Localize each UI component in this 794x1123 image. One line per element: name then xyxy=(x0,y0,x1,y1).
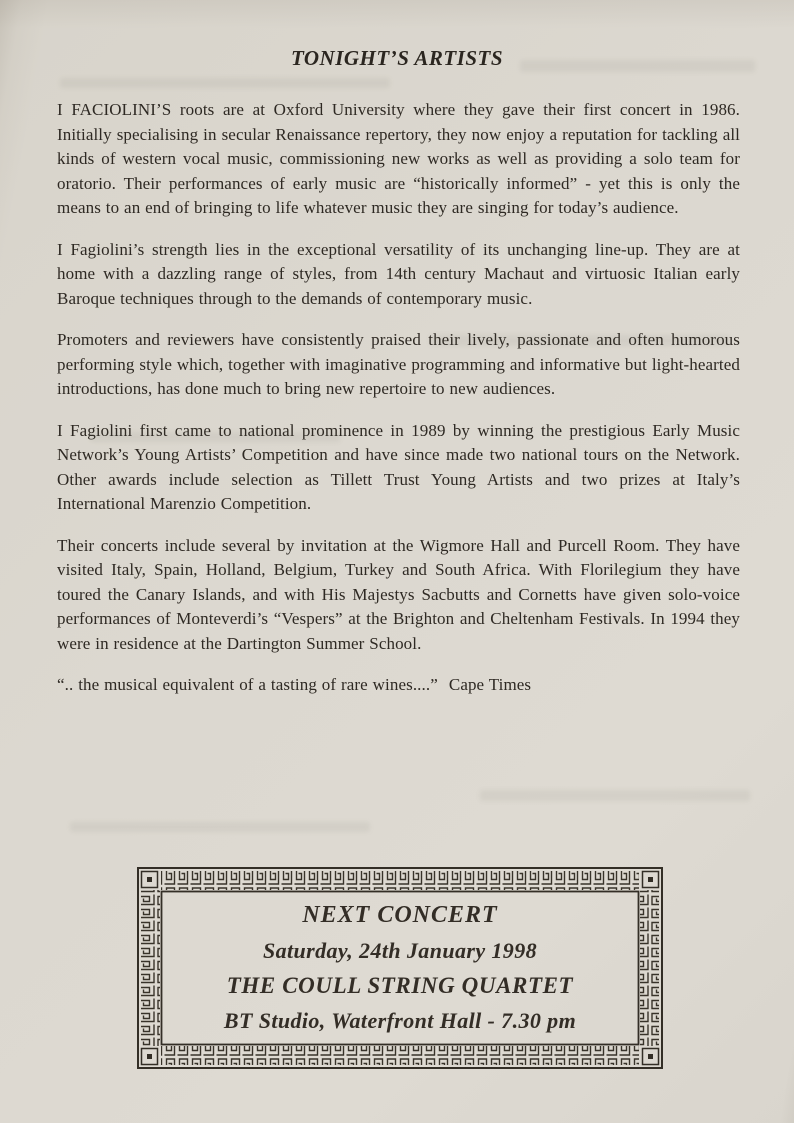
next-concert-details xyxy=(165,893,635,1043)
page-title: TONIGHT’S ARTISTS xyxy=(290,46,504,70)
article-paragraph-3: Promoters and reviewers have consistently praised their lively, passionate and often humorous performing style which, together with imaginative programming and informative but light-hearted introductions, has done much to bring new repertoire to new audiences. xyxy=(57,330,740,398)
article-paragraph-4: I Fagiolini first came to national prominence in 1989 by winning the prestigious Early Music Network’s Young Artists’ Competition and have since made two national tours on the Network. Other awards include selection as Tillett Trust Young Artists and two prizes at Italy’s International Marenzio Competition. xyxy=(57,420,740,513)
review-quote-source: Cape Times xyxy=(448,675,532,694)
bleedthrough-artifact xyxy=(480,790,750,801)
next-concert-box xyxy=(137,867,663,1069)
article-body xyxy=(57,98,740,698)
bleedthrough-artifact xyxy=(60,78,390,88)
article-paragraph-1: I FACIOLINI’S roots are at Oxford University where they gave their first concert in 1986. Initially specialising in secular Renaissance repertory, they now enjoy a reputation for tackling all kinds of western vocal music, commissioning new works as well as providing a solo team for oratorio. Their performances of early music are “historically informed” - yet this is only the means to an end of bringing to life whatever music they are singing for today’s audience. xyxy=(57,100,740,217)
next-concert-venue: BT Studio, Waterfront Hall - 7.30 pm xyxy=(223,1008,577,1033)
next-concert-performer: THE COULL STRING QUARTET xyxy=(226,973,574,998)
article-paragraph-2: I Fagiolini’s strength lies in the exceptional versatility of its unchanging line-up. They are at home with a dazzling range of styles, from 14th century Machaut and virtuosic Italian early Baroque techniques through to the demands of contemporary music. xyxy=(57,239,740,308)
next-concert-heading: NEXT CONCERT xyxy=(302,902,498,928)
article-paragraph-5: Their concerts include several by invitation at the Wigmore Hall and Purcell Room. They have visited Italy, Spain, Holland, Belgium, Turkey and South Africa. With Florilegium they have toured the Canary Islands, and with His Majestys Sacbutts and Cornetts have given solo-voice performances of Monteverdi’s “Vespers” at the Brighton and Cheltenham Festivals. In 1994 they were in residence at the Dartington Summer School. xyxy=(57,535,740,653)
review-quote xyxy=(57,673,740,698)
review-quote-text: “.. the musical equivalent of a tasting of rare wines....” xyxy=(57,675,438,694)
bleedthrough-artifact xyxy=(70,822,370,832)
next-concert-date: Saturday, 24th January 1998 xyxy=(262,938,538,963)
